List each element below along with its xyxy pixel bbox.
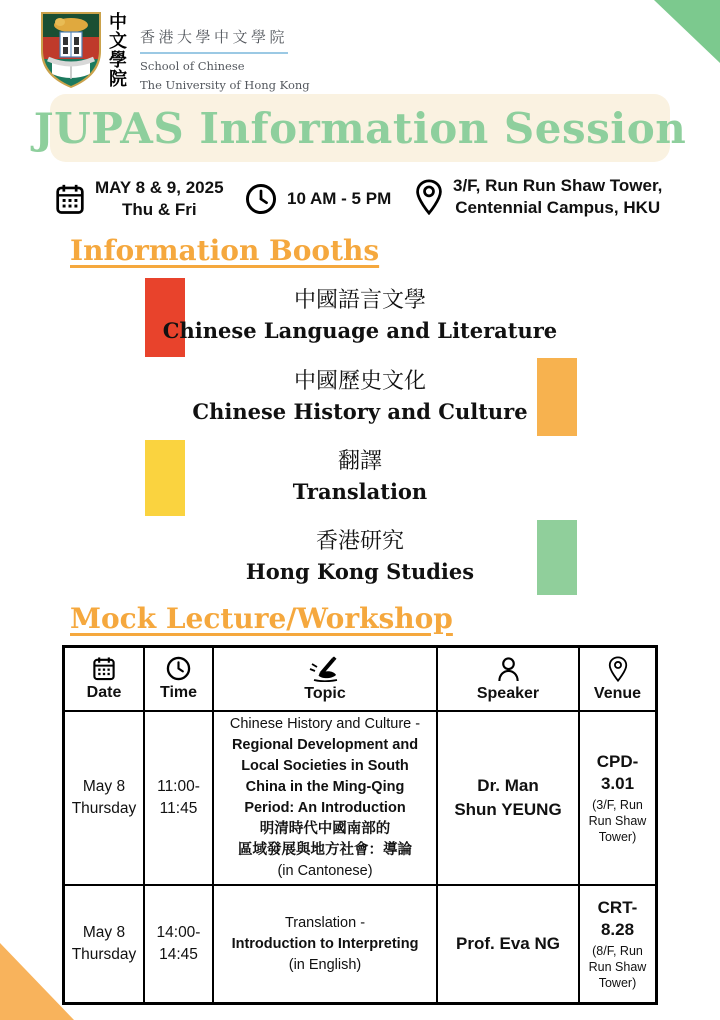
booth-title-zh: 中國歷史文化 [293,368,426,393]
event-time-text: 10 AM - 5 PM [287,189,392,208]
clock-icon [245,183,277,215]
row1-speaker-cell: Dr. Man Shun YEUNG [438,712,580,886]
row2-venue-cell [580,886,655,1002]
row2-date-cell: May 8 Thursday [65,886,145,1002]
row1-topic-cell [214,712,438,886]
event-venue-line2: Centennial Campus, HKU [455,198,661,217]
event-date-item [55,177,224,221]
lecture-schedule-table [62,645,658,1005]
booth-title-en: Hong Kong Studies [245,559,475,584]
venue-detail: (8/F, Run Run Shaw Tower) [588,944,647,990]
event-venue-item [415,175,662,219]
venue-code: CPD-3.01 [596,752,639,793]
logo-block [40,12,310,92]
table-header-topic: Topic [214,648,438,712]
hku-shield-logo [40,12,102,88]
topic-language: (in Cantonese) [277,863,373,879]
table-header-date: Date [65,648,145,712]
event-info-row [0,173,720,225]
event-venue-text [453,175,662,219]
title-banner [33,94,687,162]
information-booths-heading: Information Booths [70,234,380,267]
school-name-vertical: 中文學院 [106,12,127,88]
booth-title-en: Chinese History and Culture [192,399,528,424]
event-venue-line1: 3/F, Run Run Shaw Tower, [453,176,663,195]
row1-time-cell: 11:00- 11:45 [145,712,214,886]
booth-item-translation [0,437,720,517]
topic-category: Chinese History and Culture - [229,716,421,732]
booth-title-zh: 中國語言文學 [293,287,426,312]
row2-speaker-cell: Prof. Eva NG [438,886,580,1002]
table-header-time: Time [145,648,214,712]
mock-lecture-workshop-heading: Mock Lecture/Workshop [70,602,453,635]
table-header-speaker: Speaker [438,648,580,712]
dept-name-en-2: The University of Hong Kong [140,78,310,92]
booth-item-chinese-history [0,357,720,437]
booth-title-zh: 翻譯 [337,448,382,473]
booth-title-zh: 香港研究 [315,528,404,553]
booth-title-en: Chinese Language and Literature [162,318,558,343]
calendar-icon [92,656,116,681]
page-title: JUPAS Information Session [33,103,687,153]
location-pin-icon [415,179,443,215]
location-pin-icon [608,656,628,682]
row2-time-cell: 14:00- 14:45 [145,886,214,1002]
dept-name-zh: 香港大學中文學院 [140,26,288,54]
topic-title-en: Introduction to Interpreting [231,935,419,952]
row1-date-cell: May 8 Thursday [65,712,145,886]
dept-name-block [140,26,310,92]
corner-triangle-top-right [654,0,720,63]
calendar-icon [55,183,85,215]
event-date-text [95,177,224,221]
venue-detail: (3/F, Run Run Shaw Tower) [588,798,647,844]
clock-icon [166,656,191,681]
booth-title-en: Translation [292,479,428,504]
writing-hand-icon [308,656,342,682]
venue-code: CRT-8.28 [597,898,638,939]
event-date-line1: MAY 8 & 9, 2025 [95,178,224,197]
booth-item-hong-kong-studies [0,517,720,597]
topic-language: (in English) [288,956,362,973]
person-icon [496,656,521,682]
table-header-venue: Venue [580,648,655,712]
topic-category: Translation - [284,914,366,931]
dept-name-en-1: School of Chinese [140,59,245,73]
event-date-line2: Thu & Fri [121,200,197,219]
booth-item-chinese-language [0,276,720,356]
topic-title-en: Regional Development and Local Societies in South China in the Ming-Qing Period: An Introduction [231,737,419,816]
topic-title-zh: 明清時代中國南部的 [259,821,391,837]
event-time-item [245,183,391,215]
row2-topic-cell [214,886,438,1002]
topic-title-zh: 區域發展與地方社會：導論 [238,842,412,858]
row1-venue-cell [580,712,655,886]
